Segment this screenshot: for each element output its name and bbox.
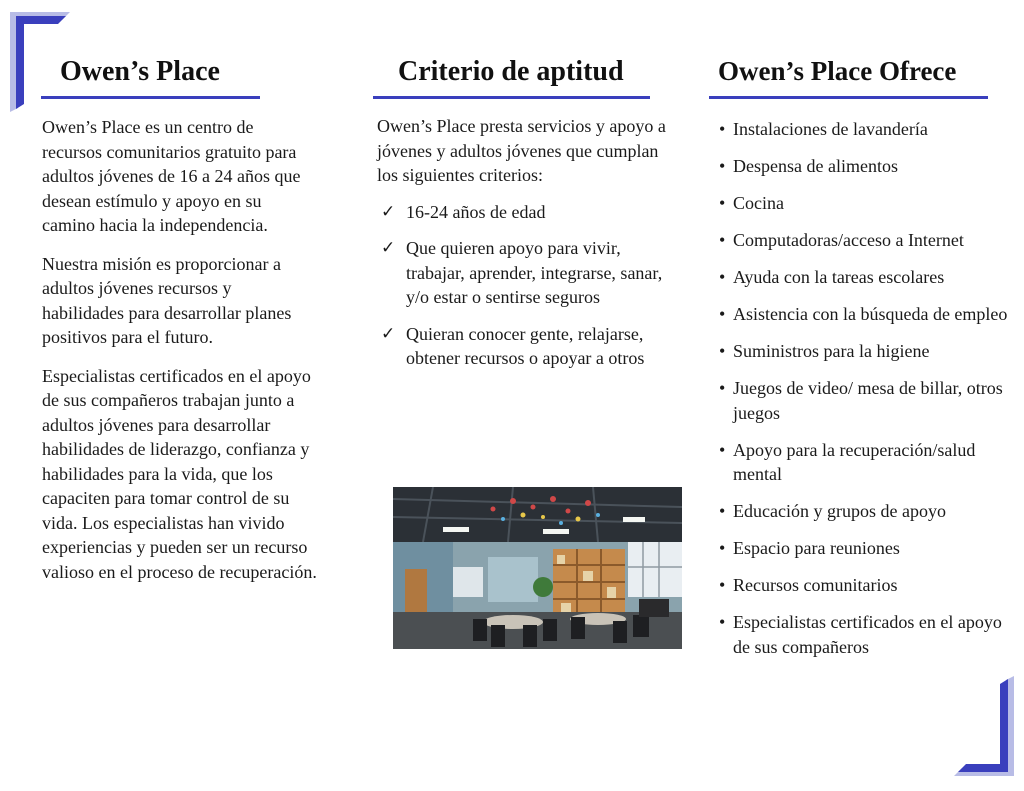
- offer-item-text: Espacio para reuniones: [733, 538, 900, 558]
- bullet-icon: •: [719, 304, 726, 324]
- offer-item-text: Especialistas certificados en el apoyo de sus compañeros: [733, 612, 1002, 657]
- offer-item-text: Apoyo para la recuperación/salud mental: [733, 439, 976, 484]
- offer-item: [719, 573, 1009, 598]
- offer-item: [719, 376, 1009, 425]
- offer-item-text: Recursos comunitarios: [733, 575, 898, 595]
- offer-item: [719, 117, 1009, 142]
- criteria-item-text: Que quieren apoyo para vivir, trabajar, aprender, integrarse, sanar, y/o estar o sentirse seguros: [406, 238, 663, 307]
- about-section: [42, 115, 317, 598]
- check-icon: ✓: [381, 323, 396, 343]
- offer-item: [719, 265, 1009, 290]
- offers-section: [719, 117, 1009, 672]
- offer-item-text: Juegos de video/ mesa de billar, otros juegos: [733, 378, 1003, 423]
- offer-item-text: Ayuda con la tareas escolares: [733, 267, 945, 287]
- offer-item: [719, 154, 1009, 179]
- offer-item-text: Instalaciones de lavandería: [733, 119, 928, 139]
- check-icon: ✓: [381, 201, 396, 221]
- mission-paragraph: Nuestra misión es proporcionar a adultos jóvenes recursos y habilidades para desarrollar planes positivos para el futuro.: [42, 253, 292, 347]
- offer-item-text: Suministros para la higiene: [733, 341, 930, 361]
- offer-item: [719, 536, 1009, 561]
- bullet-icon: •: [719, 119, 726, 139]
- heading-underline: [709, 96, 988, 99]
- bullet-icon: •: [719, 156, 726, 176]
- bullet-icon: •: [719, 193, 726, 213]
- criteria-item-text: 16-24 años de edad: [406, 201, 546, 222]
- offer-item-text: Educación y grupos de apoyo: [733, 501, 946, 521]
- bullet-icon: •: [719, 230, 726, 250]
- offer-item-text: Despensa de alimentos: [733, 156, 898, 176]
- center-interior-photo: [393, 487, 682, 649]
- bullet-icon: •: [719, 501, 726, 521]
- offer-item: [719, 228, 1009, 253]
- column-heading-offers: Owen’s Place Ofrece: [718, 56, 957, 86]
- criteria-intro: Owen’s Place presta servicios y apoyo a jóvenes y adultos jóvenes que cumplan los siguientes criterios:: [377, 116, 666, 185]
- offer-item: [719, 302, 1009, 327]
- criteria-item: [377, 322, 667, 371]
- heading-underline: [373, 96, 650, 99]
- criteria-list: [377, 200, 667, 371]
- interior-photo-illustration: [393, 487, 682, 649]
- column-heading-criteria: Criterio de aptitud: [398, 56, 624, 87]
- bullet-icon: •: [719, 538, 726, 558]
- criteria-section: [377, 114, 667, 383]
- bottom-right-corner-bracket-icon: [952, 676, 1014, 776]
- criteria-item: [377, 200, 667, 225]
- offer-item: [719, 191, 1009, 216]
- offers-list: [719, 117, 1009, 659]
- offer-item-text: Computadoras/acceso a Internet: [733, 230, 964, 250]
- bullet-icon: •: [719, 612, 726, 632]
- column-heading-owens-place: Owen’s Place: [60, 56, 220, 87]
- heading-underline: [41, 96, 260, 99]
- criteria-item-text: Quieran conocer gente, relajarse, obtener recursos o apoyar a otros: [406, 323, 645, 368]
- offer-item-text: Asistencia con la búsqueda de empleo: [733, 304, 1008, 324]
- offer-item: [719, 499, 1009, 524]
- offer-item: [719, 339, 1009, 364]
- offer-item: [719, 610, 1009, 659]
- about-paragraph: Owen’s Place es un centro de recursos comunitarios gratuito para adultos jóvenes de 16 a 24 años que desean estímulo y apoyo en su camino hacia la independencia.: [42, 117, 301, 235]
- offer-item: [719, 438, 1009, 487]
- bullet-icon: •: [719, 341, 726, 361]
- criteria-item: [377, 236, 667, 310]
- specialists-paragraph: Especialistas certificados en el apoyo de sus compañeros trabajan junto a adultos jóvenes para desarrollar habilidades de liderazgo, confianza y habilidades para la vida, que los capaciten para tomar control de su vida. Los especialistas han vivido experiencias y pueden ser un recurso valioso en el proceso de recuperación.: [42, 365, 317, 582]
- offer-item-text: Cocina: [733, 193, 784, 213]
- check-icon: ✓: [381, 238, 396, 257]
- bullet-icon: •: [719, 575, 726, 595]
- bullet-icon: •: [719, 378, 726, 398]
- bullet-icon: •: [719, 439, 726, 460]
- bullet-icon: •: [719, 267, 726, 287]
